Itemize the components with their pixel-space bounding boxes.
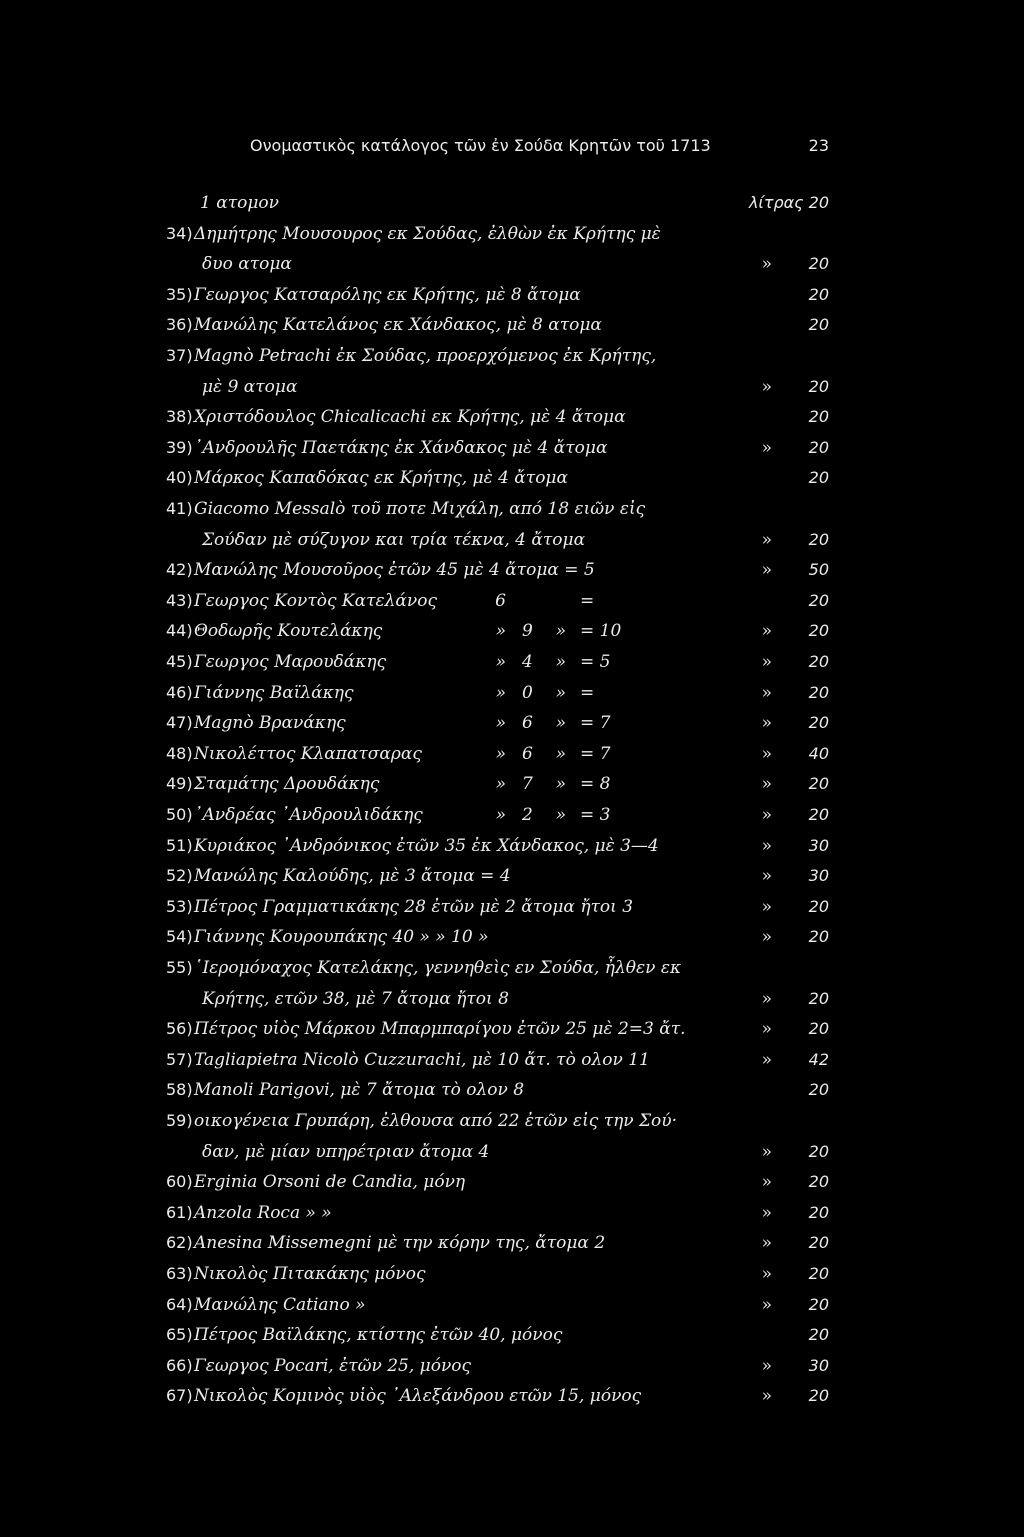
entry-number: 51): [166, 836, 193, 855]
entry-line: [0, 861, 1024, 891]
page-number: 23: [808, 136, 829, 155]
entry-line: [0, 372, 1024, 402]
entry-column-value: »: [555, 621, 566, 641]
entry-number: 49): [166, 774, 193, 793]
entry-column-value: »: [495, 621, 506, 641]
entry-text: Νικολὸς Κομινὸς υἱὸς ᾿Αλεξάνδρου ετῶν 15, μόνος: [194, 1386, 642, 1406]
entry-text: Μανώλης Catiano »: [194, 1295, 366, 1315]
entry-amount: 20: [808, 1264, 829, 1283]
ditto-mark: »: [761, 652, 772, 672]
entry-number: 46): [166, 683, 193, 702]
entry-text: ῾Ιερομόναχος Κατελάκης, γεννηθεὶς εν Σούδα, ἦλθεν εκ: [194, 958, 682, 978]
entry-amount: λίτρας 20: [748, 193, 829, 212]
entry-column-value: »: [495, 683, 506, 703]
entry-amount: 20: [808, 1080, 829, 1099]
ditto-mark: »: [761, 1142, 772, 1162]
entry-amount: 20: [808, 315, 829, 334]
entry-text: Γεωργος Μαρουδάκης: [194, 652, 387, 672]
entry-column-value: = 3: [580, 805, 611, 825]
entry-amount: 30: [808, 836, 829, 855]
entry-line: [0, 586, 1024, 616]
entry-line: [0, 1259, 1024, 1289]
entry-amount: 20: [808, 438, 829, 457]
entry-number: 35): [166, 285, 193, 304]
entry-number: 37): [166, 346, 193, 365]
entry-text: Πέτρος Γραμματικάκης 28 ἐτῶν μὲ 2 ἄτομα ἤτοι 3: [194, 897, 634, 917]
entry-text: Erginia Orsoni de Candia, μόνη: [194, 1172, 466, 1192]
entry-amount: 20: [808, 591, 829, 610]
ditto-mark: »: [761, 836, 772, 856]
entry-number: 50): [166, 805, 193, 824]
entry-line: [0, 1381, 1024, 1411]
entry-text: ᾿Ανδρουλῆς Παετάκης ἐκ Χάνδακος μὲ 4 ἄτομα: [194, 438, 608, 458]
entry-number: 38): [166, 407, 193, 426]
entry-text: Manoli Parigovi, μὲ 7 ἄτομα τὸ ολον 8: [194, 1080, 525, 1100]
ditto-mark: »: [761, 1050, 772, 1070]
entry-column-value: = 8: [580, 774, 611, 794]
entry-number: 55): [166, 958, 193, 977]
entry-number: 48): [166, 744, 193, 763]
ditto-mark: »: [761, 774, 772, 794]
ditto-mark: »: [761, 897, 772, 917]
entry-number: 56): [166, 1019, 193, 1038]
entry-line: [0, 1045, 1024, 1075]
entry-amount: 20: [808, 1172, 829, 1191]
entry-line: [0, 1014, 1024, 1044]
entry-amount: 50: [808, 560, 829, 579]
entry-amount: 40: [808, 744, 829, 763]
entry-amount: 20: [808, 1203, 829, 1222]
ditto-mark: »: [761, 377, 772, 397]
ditto-mark: »: [761, 1264, 772, 1284]
entry-amount: 20: [808, 805, 829, 824]
entry-number: 53): [166, 897, 193, 916]
ditto-mark: »: [761, 254, 772, 274]
entry-amount: 20: [808, 407, 829, 426]
entry-line: [0, 433, 1024, 463]
ditto-mark: »: [761, 1233, 772, 1253]
entry-text: 1 ατομον: [200, 193, 279, 213]
entry-column-value: = 7: [580, 744, 611, 764]
ditto-mark: »: [761, 1386, 772, 1406]
entry-column-value: 2: [522, 805, 533, 825]
entry-number: 36): [166, 315, 193, 334]
entry-number: 45): [166, 652, 193, 671]
entry-number: 63): [166, 1264, 193, 1283]
entry-line: [0, 525, 1024, 555]
entry-amount: 20: [808, 530, 829, 549]
entry-line: [0, 769, 1024, 799]
entry-amount: 20: [808, 1233, 829, 1252]
entry-number: 40): [166, 468, 193, 487]
entry-line: [0, 1320, 1024, 1350]
ditto-mark: »: [761, 1203, 772, 1223]
ditto-mark: »: [761, 713, 772, 733]
entry-line: [0, 831, 1024, 861]
entry-text: οικογένεια Γρυπάρη, ἐλθουσα από 22 ἐτῶν εἰς την Σού·: [194, 1111, 678, 1131]
entry-amount: 42: [808, 1050, 829, 1069]
entry-text: Σούδαν μὲ σύζυγον και τρία τέκνα, 4 ἄτομα: [202, 530, 586, 550]
header-title: Ονομαστικὸς κατάλογος τῶν ἐν Σούδα Κρητῶν τοῦ 1713: [250, 136, 711, 155]
entry-text: Μανώλης Μουσοῦρος ἐτῶν 45 μὲ 4 ἄτομα = 5: [194, 560, 595, 580]
entry-column-value: 7: [522, 774, 533, 794]
entry-number: 64): [166, 1295, 193, 1314]
entry-text: Magnò Petrachi ἐκ Σούδας, προερχόμενος ἐκ Κρήτης,: [194, 346, 657, 366]
entry-text: Χριστόδουλος Chicalicachi εκ Κρήτης, μὲ 4 ἄτομα: [194, 407, 626, 427]
entry-text: Magnò Βρανάκης: [194, 713, 346, 733]
entry-number: 59): [166, 1111, 193, 1130]
ditto-mark: »: [761, 530, 772, 550]
entry-text: Μάρκος Καπαδόκας εκ Κρήτης, μὲ 4 ἄτομα: [194, 468, 568, 488]
entry-text: Νικολὸς Πιτακάκης μόνος: [194, 1264, 426, 1284]
entry-text: Δημήτρης Μουσουρος εκ Σούδας, ἐλθὼν ἐκ Κρήτης μὲ: [194, 224, 661, 244]
ditto-mark: »: [761, 1172, 772, 1192]
entry-line: [0, 922, 1024, 952]
entry-line: [0, 555, 1024, 585]
entry-line: [0, 1167, 1024, 1197]
entry-number: 60): [166, 1172, 193, 1191]
ditto-mark: »: [761, 1295, 772, 1315]
entry-line: [0, 494, 1024, 524]
ditto-mark: »: [761, 621, 772, 641]
ditto-mark: »: [761, 744, 772, 764]
entry-amount: 20: [808, 1019, 829, 1038]
entry-column-value: = 7: [580, 713, 611, 733]
ditto-mark: »: [761, 1019, 772, 1039]
entry-column-value: »: [495, 805, 506, 825]
entry-amount: 20: [808, 468, 829, 487]
entry-amount: 20: [808, 683, 829, 702]
entry-line: [0, 1137, 1024, 1167]
entry-column-value: »: [495, 744, 506, 764]
ditto-mark: »: [761, 683, 772, 703]
entry-line: [0, 1290, 1024, 1320]
entry-line: [0, 739, 1024, 769]
entry-line: [0, 463, 1024, 493]
entry-column-value: »: [555, 652, 566, 672]
entry-column-value: »: [495, 652, 506, 672]
entry-column-value: 0: [522, 683, 533, 703]
entry-line: [0, 953, 1024, 983]
entry-line: [0, 402, 1024, 432]
entry-text: Κρήτης, ετῶν 38, μὲ 7 ἄτομα ἤτοι 8: [202, 989, 509, 1009]
entry-text: δυο ατομα: [202, 254, 292, 274]
entry-amount: 20: [808, 1142, 829, 1161]
entry-number: 67): [166, 1386, 193, 1405]
entry-number: 42): [166, 560, 193, 579]
entry-text: Giacomo Messalò τοῦ ποτε Μιχάλη, από 18 ειῶν εἰς: [194, 499, 646, 519]
entry-column-value: =: [580, 683, 595, 703]
entry-line: [0, 678, 1024, 708]
entry-text: μὲ 9 ατομα: [202, 377, 298, 397]
entry-amount: 20: [808, 989, 829, 1008]
entry-line: [0, 341, 1024, 371]
entry-text: Κυριάκος ᾿Ανδρόνικος ἐτῶν 35 ἐκ Χάνδακος, μὲ 3—4: [194, 836, 659, 856]
entry-amount: 20: [808, 897, 829, 916]
entry-column-value: »: [555, 744, 566, 764]
entry-amount: 20: [808, 377, 829, 396]
entry-text: ᾿Ανδρέας ᾿Ανδρουλιδάκης: [194, 805, 423, 825]
entry-line: [0, 249, 1024, 279]
entry-text: Γεωργος Κοντὸς Κατελάνος: [194, 591, 437, 611]
entry-amount: 20: [808, 1325, 829, 1344]
entry-text: Anzola Roca » »: [194, 1203, 332, 1223]
entry-number: 43): [166, 591, 193, 610]
entry-line: [0, 616, 1024, 646]
entry-text: Πέτρος Βαϊλάκης, κτίστης ἐτῶν 40, μόνος: [194, 1325, 563, 1345]
entry-line: [0, 800, 1024, 830]
ditto-mark: »: [761, 989, 772, 1009]
entry-amount: 30: [808, 1356, 829, 1375]
entry-number: 62): [166, 1233, 193, 1252]
entry-number: 65): [166, 1325, 193, 1344]
entry-amount: 20: [808, 621, 829, 640]
entry-amount: 30: [808, 866, 829, 885]
entry-text: Anesina Missemegni μὲ την κόρην της, ἄτομα 2: [194, 1233, 606, 1253]
entry-number: 47): [166, 713, 193, 732]
entry-number: 39): [166, 438, 193, 457]
ditto-mark: »: [761, 560, 772, 580]
entry-text: Γεωργος Pocari, ἐτῶν 25, μόνος: [194, 1356, 472, 1376]
entry-line: [0, 280, 1024, 310]
entry-text: Θοδωρῆς Κουτελάκης: [194, 621, 383, 641]
entry-amount: 20: [808, 1386, 829, 1405]
ditto-mark: »: [761, 438, 772, 458]
entry-line: [0, 1106, 1024, 1136]
entry-amount: 20: [808, 927, 829, 946]
ditto-mark: »: [761, 805, 772, 825]
entry-text: Γιάννης Κουρουπάκης 40 » » 10 »: [194, 927, 489, 947]
entry-amount: 20: [808, 1295, 829, 1314]
entry-text: Πέτρος υἱὸς Μάρκου Μπαρμπαρίγου ἐτῶν 25 μὲ 2=3 ἄτ.: [194, 1019, 686, 1039]
entry-number: 58): [166, 1080, 193, 1099]
entry-column-value: 6: [522, 713, 533, 733]
entry-column-value: = 5: [580, 652, 611, 672]
entry-line: [0, 647, 1024, 677]
entry-column-value: =: [580, 591, 595, 611]
entry-text: Σταμάτης Δρουδάκης: [194, 774, 380, 794]
entry-number: 66): [166, 1356, 193, 1375]
entry-number: 34): [166, 224, 193, 243]
entry-line: [0, 984, 1024, 1014]
entry-line: [0, 310, 1024, 340]
entry-number: 54): [166, 927, 193, 946]
entry-line: [0, 1198, 1024, 1228]
entry-column-value: = 10: [580, 621, 622, 641]
entry-number: 57): [166, 1050, 193, 1069]
entry-number: 61): [166, 1203, 193, 1222]
entry-line: [0, 1351, 1024, 1381]
entry-line: [0, 892, 1024, 922]
entry-text: Tagliapietra Nicolò Cuzzurachi, μὲ 10 ἄτ. τὸ ολον 11: [194, 1050, 650, 1070]
entry-text: δαν, μὲ μίαν υπηρέτριαν ἄτομα 4: [202, 1142, 490, 1162]
ditto-mark: »: [761, 866, 772, 886]
entry-column-value: »: [555, 805, 566, 825]
entry-amount: 20: [808, 652, 829, 671]
entry-text: Μανώλης Κατελάνος εκ Χάνδακος, μὲ 8 ατομα: [194, 315, 602, 335]
entry-column-value: 4: [522, 652, 533, 672]
entry-amount: 20: [808, 285, 829, 304]
entry-column-value: »: [495, 713, 506, 733]
entry-number: 44): [166, 621, 193, 640]
ditto-mark: »: [761, 1356, 772, 1376]
entry-line: [0, 188, 1024, 218]
entry-column-value: 6: [522, 744, 533, 764]
entry-amount: 20: [808, 254, 829, 273]
entry-text: Γιάννης Βαϊλάκης: [194, 683, 354, 703]
entry-text: Γεωργος Κατσαρόλης εκ Κρήτης, μὲ 8 ἄτομα: [194, 285, 581, 305]
entry-amount: 20: [808, 713, 829, 732]
entry-line: [0, 708, 1024, 738]
entry-column-value: »: [555, 713, 566, 733]
entry-column-value: »: [555, 774, 566, 794]
entry-column-value: »: [555, 683, 566, 703]
entry-line: [0, 219, 1024, 249]
entry-text: Νικολέττος Κλαπατσαρας: [194, 744, 422, 764]
entry-column-value: 6: [495, 591, 506, 611]
entry-number: 52): [166, 866, 193, 885]
entry-text: Μανώλης Καλούδης, μὲ 3 ἄτομα = 4: [194, 866, 511, 886]
entry-amount: 20: [808, 774, 829, 793]
entry-column-value: 9: [522, 621, 533, 641]
entry-line: [0, 1228, 1024, 1258]
ditto-mark: »: [761, 927, 772, 947]
entry-line: [0, 1075, 1024, 1105]
running-header: [250, 136, 829, 166]
entry-column-value: »: [495, 774, 506, 794]
entry-number: 41): [166, 499, 193, 518]
